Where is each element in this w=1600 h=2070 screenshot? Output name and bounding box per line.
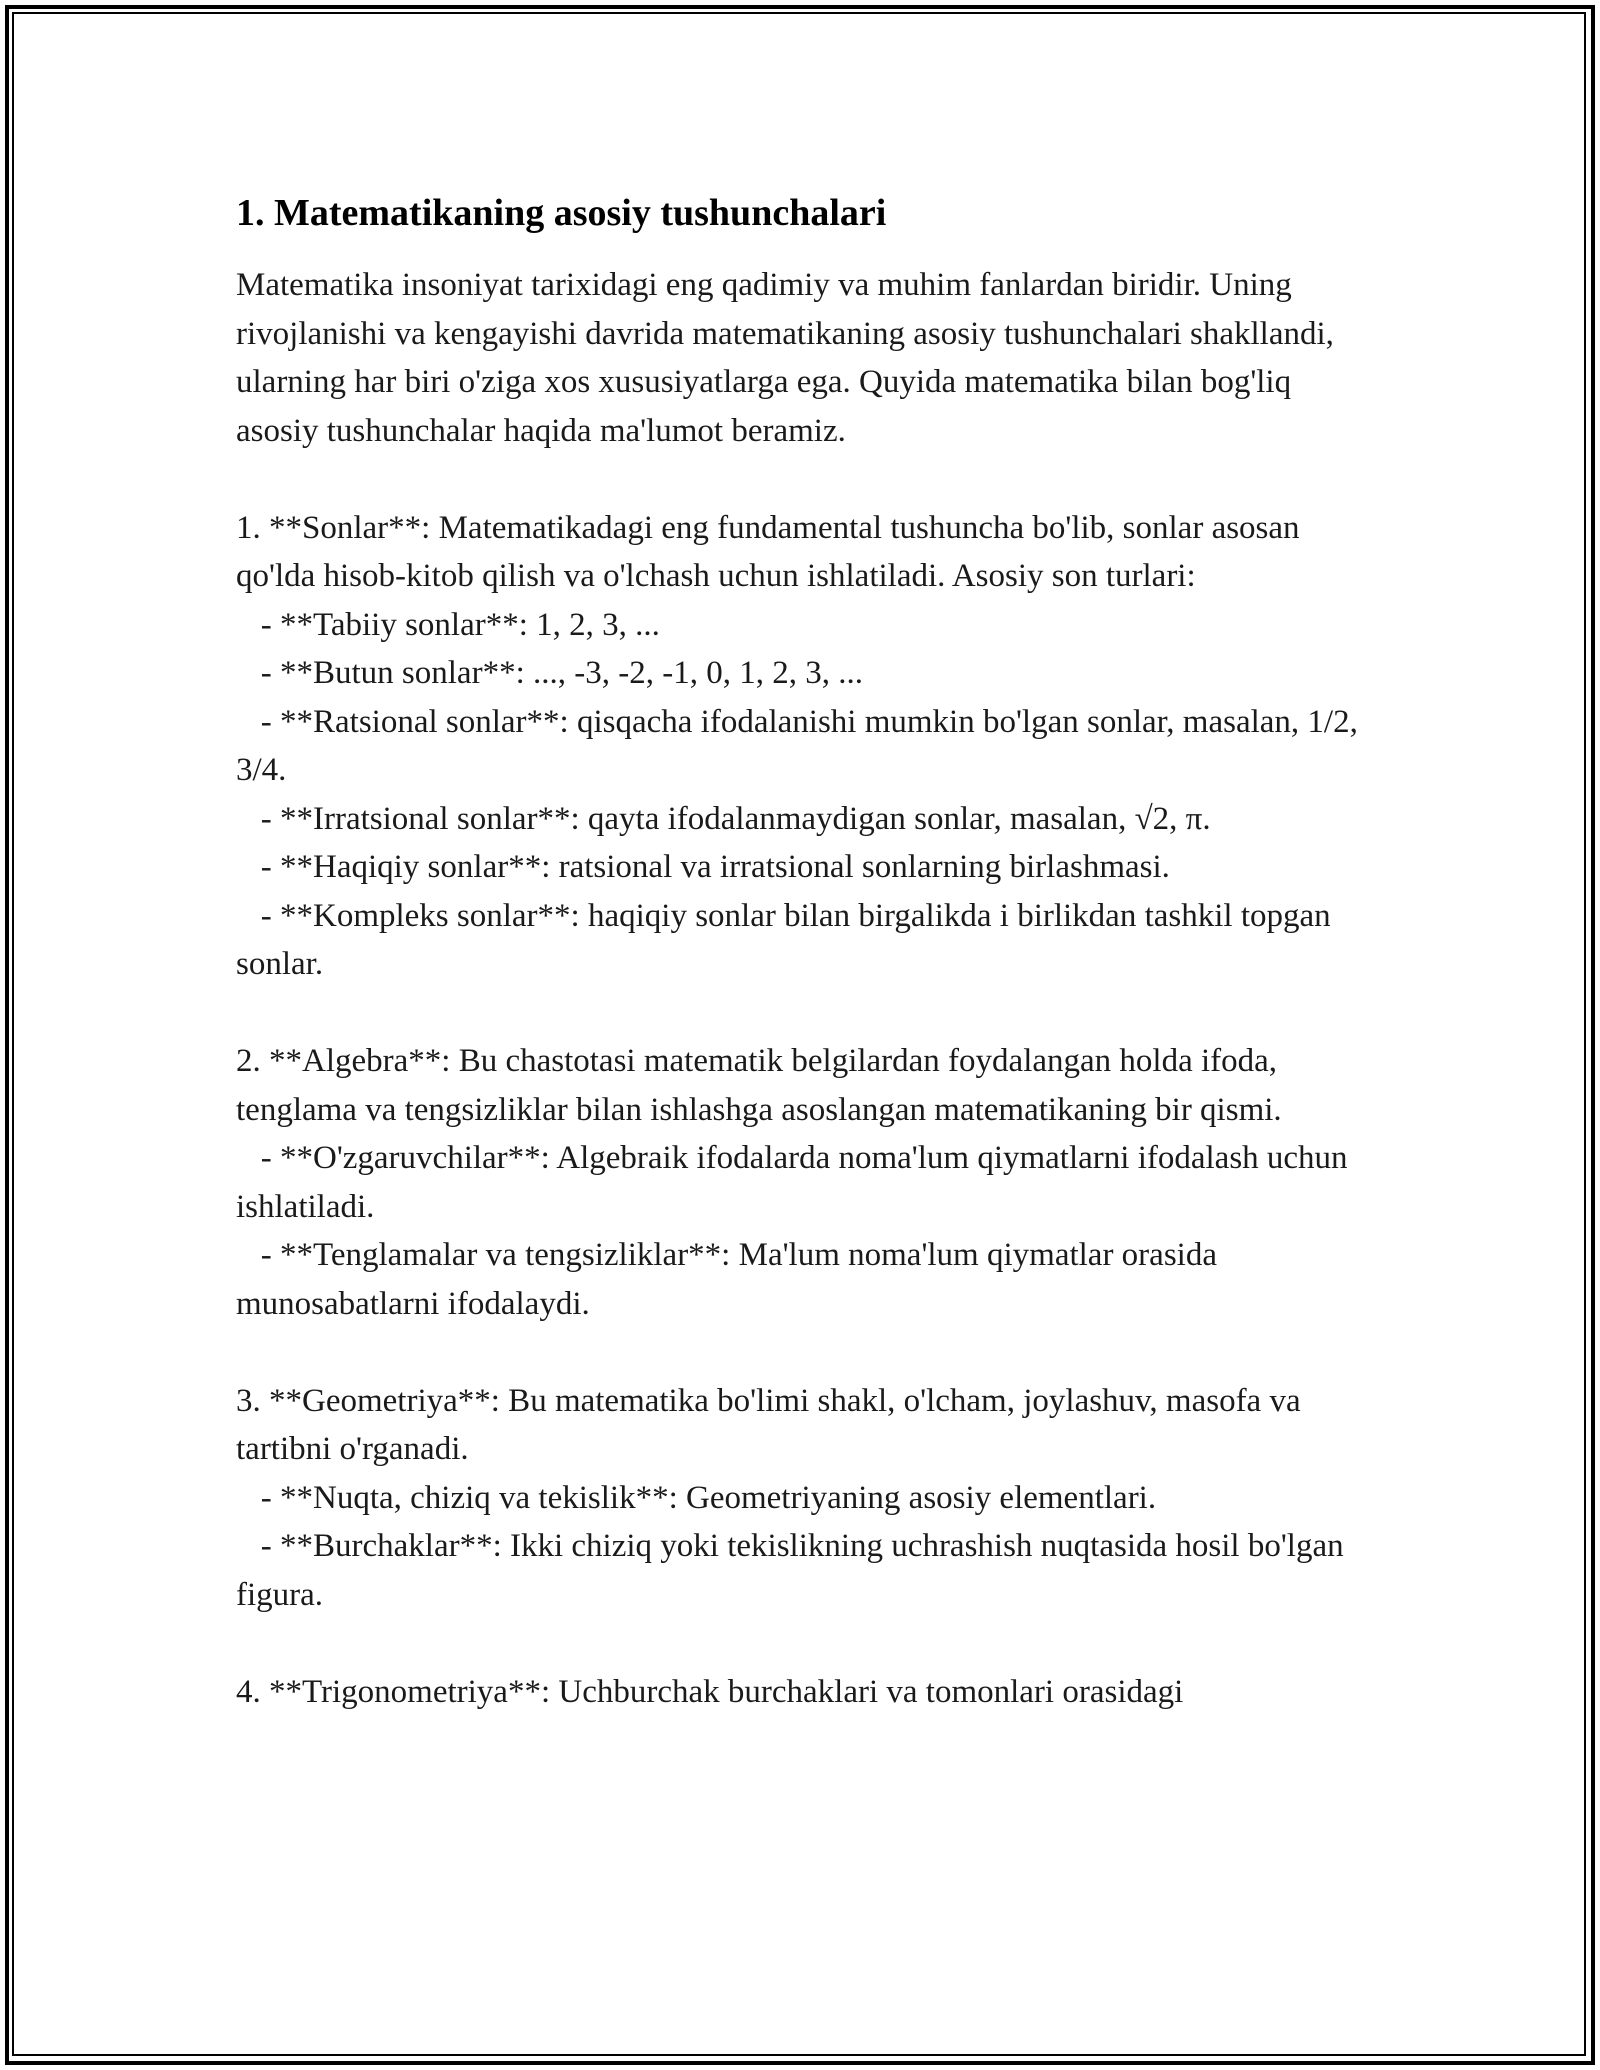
- list-item-real-numbers: - **Haqiqiy sonlar**: ratsional va irratsional sonlarning birlashmasi.: [236, 849, 1170, 885]
- document-body: [236, 185, 1366, 1716]
- trigonometry-lead: 4. **Trigonometriya**: Uchburchak burchaklari va tomonlari orasidagi: [236, 1673, 1184, 1710]
- list-item-variables: - **O'zgaruvchilar**: Algebraik ifodalarda noma'lum qiymatlarni ifodalash uchun ishlatiladi.: [236, 1140, 1356, 1225]
- blank-line: [236, 455, 1366, 504]
- list-item-rational-numbers: - **Ratsional sonlar**: qisqacha ifodalanishi mumkin bo'lgan sonlar, masalan, 1/2, 3/4.: [236, 703, 1367, 788]
- list-item-angles: - **Burchaklar**: Ikki chiziq yoki tekislikning uchrashish nuqtasida hosil bo'lgan figura.: [236, 1528, 1352, 1613]
- list-item-natural-numbers: - **Tabiiy sonlar**: 1, 2, 3, ...: [236, 606, 660, 643]
- blank-line: [236, 1328, 1366, 1377]
- list-item-complex-numbers: - **Kompleks sonlar**: haqiqiy sonlar bilan birgalikda i birlikdan tashkil topgan sonlar.: [236, 897, 1339, 982]
- blank-line: [236, 1619, 1366, 1668]
- intro-paragraph: Matematika insoniyat tarixidagi eng qadimiy va muhim fanlardan biridir. Uning rivojlanishi va kengayishi davrida matematikaning asosiy tushunchalari shakllandi, ularning har biri o'ziga xos xususiyatlarga ega. Quyida matematika bilan bog'liq asosiy tushunchalar haqida ma'lumot beramiz.: [236, 267, 1343, 449]
- list-item-irrational-numbers: - **Irratsional sonlar**: qayta ifodalanmaydigan sonlar, masalan, √2, π.: [236, 800, 1211, 837]
- numbers-lead: 1. **Sonlar**: Matematikadagi eng fundamental tushuncha bo'lib, sonlar asosan qo'lda hisob-kitob qilish va o'lchash uchun ishlatiladi. Asosiy son turlari:: [236, 509, 1308, 594]
- list-item-integers: - **Butun sonlar**: ..., -3, -2, -1, 0, 1, 2, 3, ...: [236, 655, 863, 691]
- geometry-lead: 3. **Geometriya**: Bu matematika bo'limi shakl, o'lcham, joylashuv, masofa va tartibni o'rganadi.: [236, 1382, 1309, 1467]
- algebra-lead: 2. **Algebra**: Bu chastotasi matematik belgilardan foydalangan holda ifoda, tenglama va tengsizliklar bilan ishlashga asoslangan matematikaning bir qismi.: [236, 1043, 1286, 1128]
- blank-line: [236, 989, 1366, 1038]
- list-item-point-line-plane: - **Nuqta, chiziq va tekislik**: Geometriyaning asosiy elementlari.: [236, 1479, 1157, 1516]
- section-heading: 1. Matematikaning asosiy tushunchalari: [236, 192, 887, 234]
- list-item-equations: - **Tenglamalar va tengsizliklar**: Ma'lum noma'lum qiymatlar orasida munosabatlarni ifodalaydi.: [236, 1237, 1226, 1322]
